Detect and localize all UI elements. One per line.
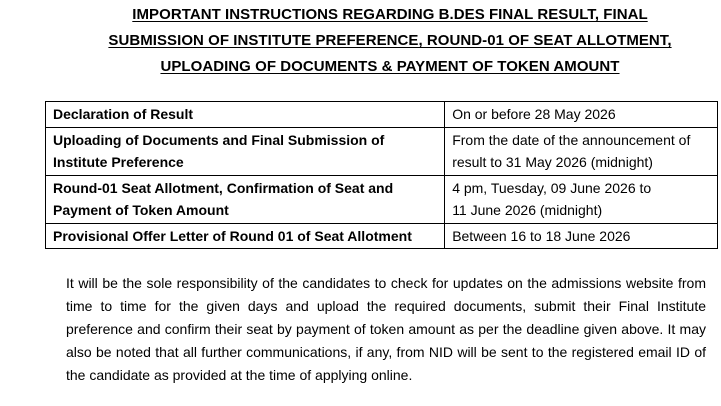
document-heading bbox=[60, 2, 720, 80]
heading-line-1: IMPORTANT INSTRUCTIONS REGARDING B.DES FINAL RESULT, FINAL bbox=[132, 6, 648, 23]
event-cell bbox=[46, 102, 445, 128]
schedule-table bbox=[45, 101, 718, 249]
date-text: 11 June 2026 (midnight) bbox=[452, 202, 603, 218]
event-text: Provisional Offer Letter of Round 01 of Seat Allotment bbox=[53, 227, 412, 244]
table-row bbox=[46, 175, 718, 223]
table-row bbox=[46, 127, 718, 175]
date-cell bbox=[445, 127, 718, 175]
date-cell bbox=[445, 223, 718, 249]
event-cell bbox=[46, 223, 445, 249]
event-text: Payment of Token Amount bbox=[53, 202, 229, 218]
event-text: Institute Preference bbox=[53, 154, 184, 170]
date-text: result to 31 May 2026 (midnight) bbox=[452, 154, 653, 170]
date-cell bbox=[445, 102, 718, 128]
date-text: On or before 28 May 2026 bbox=[452, 106, 616, 122]
table-row bbox=[46, 223, 718, 249]
date-text: Between 16 to 18 June 2026 bbox=[452, 227, 631, 244]
heading-line-3: UPLOADING OF DOCUMENTS & PAYMENT OF TOKEN AMOUNT bbox=[160, 58, 620, 75]
date-text: From the date of the announcement of bbox=[452, 131, 691, 148]
event-cell bbox=[46, 127, 445, 175]
table-row bbox=[46, 102, 718, 128]
date-text: 4 pm, Tuesday, 09 June 2026 to bbox=[452, 179, 652, 196]
event-cell bbox=[46, 175, 445, 223]
event-text: Uploading of Documents and Final Submission of bbox=[53, 131, 385, 148]
event-text: Round-01 Seat Allotment, Confirmation of Seat and bbox=[53, 179, 394, 196]
date-cell bbox=[445, 175, 718, 223]
instruction-paragraph: It will be the sole responsibility of the candidates to check for updates on the admissions website from time to time for the given days and upload the required documents, submit their Final Institute preference and confirm their seat by payment of token amount as per the deadline given above. It may also be noted that all further communications, if any, from NID will be sent to the registered email ID of the candidate as provided at the time of applying online. bbox=[66, 275, 706, 383]
event-text: Declaration of Result bbox=[53, 106, 194, 122]
heading-line-2: SUBMISSION OF INSTITUTE PREFERENCE, ROUND-01 OF SEAT ALLOTMENT, bbox=[108, 32, 672, 49]
